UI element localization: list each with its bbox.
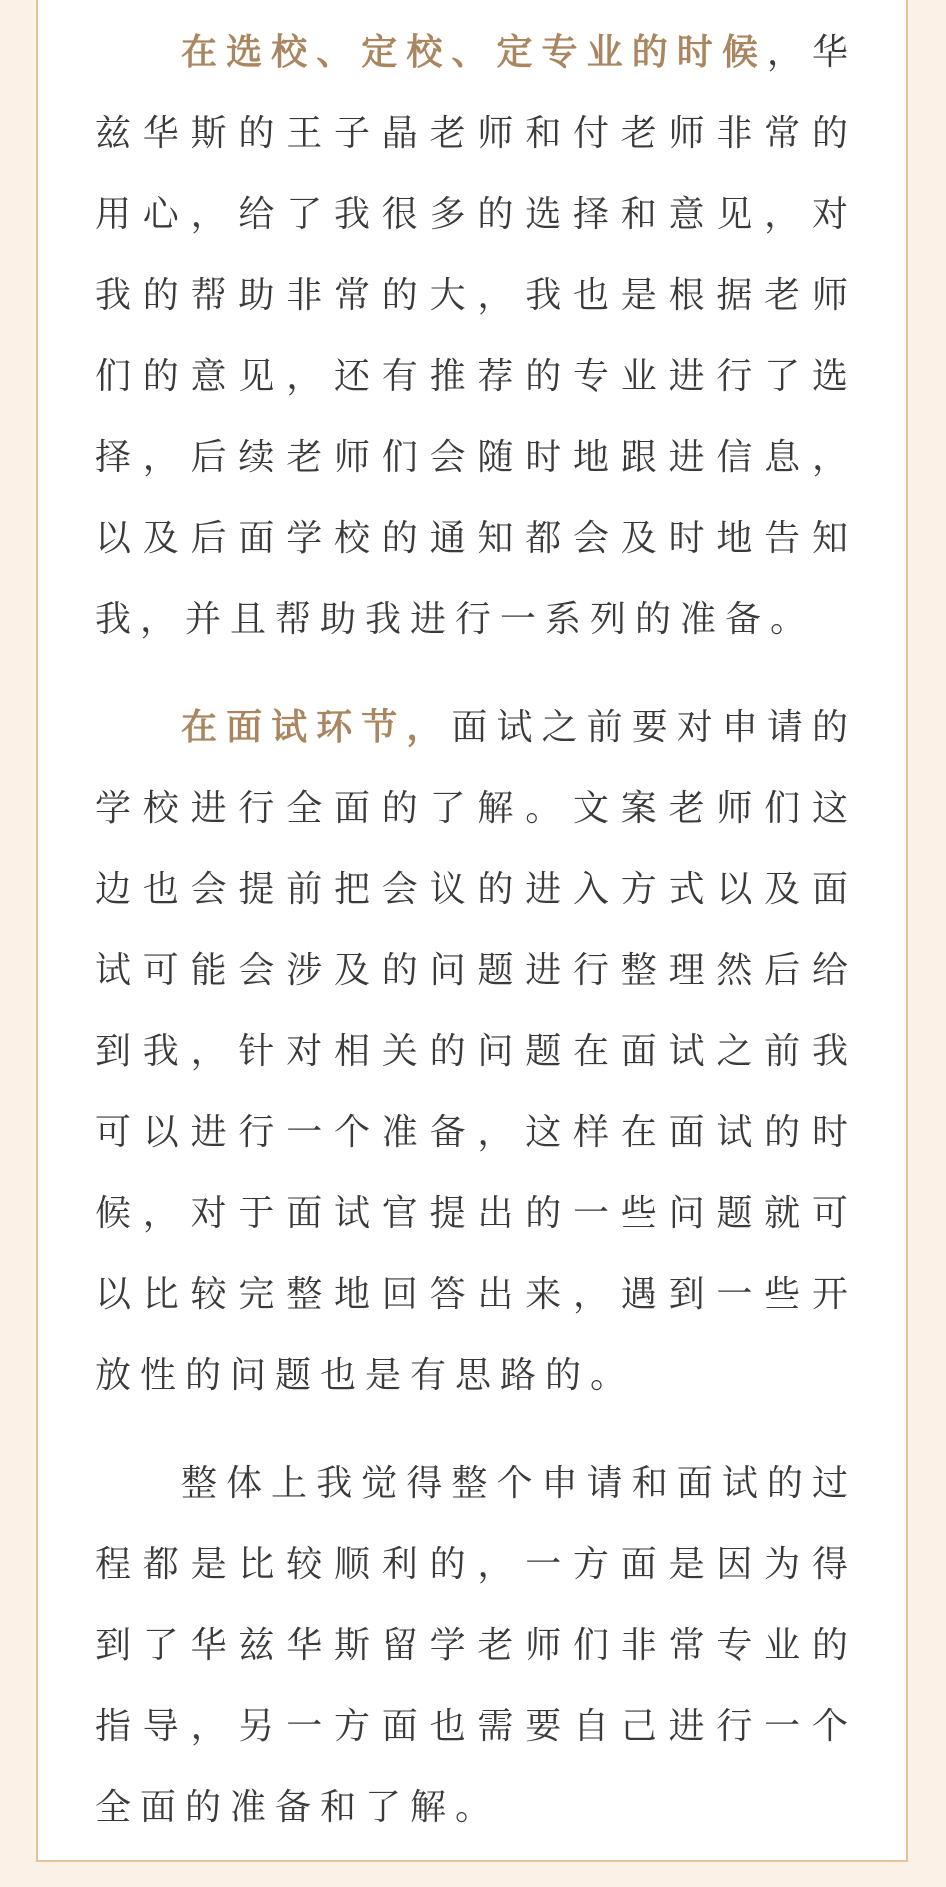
paragraph-summary bbox=[95, 1443, 857, 1848]
paragraph-highlight: 在选校、定校、定专业的时候 bbox=[181, 32, 767, 73]
paragraph-text: 面试之前要对申请的学校进行全面的了解。文案老师们这边也会提前把会议的进入方式以及面试可能会涉及的问题进行整理然后给到我，针对相关的问题在面试之前我可以进行一个准备，这样在面试的时候，对于面试官提出的一些问题就可以比较完整地回答出来，遇到一些开放性的问题也是有思路的。 bbox=[95, 707, 857, 1396]
article-card bbox=[36, 0, 908, 1862]
paragraph-school-selection bbox=[95, 12, 857, 660]
paragraph-interview bbox=[95, 687, 857, 1416]
paragraph-text: ，华兹华斯的王子晶老师和付老师非常的用心，给了我很多的选择和意见，对我的帮助非常的大，我也是根据老师们的意见，还有推荐的专业进行了选择，后续老师们会随时地跟进信息，以及后面学校的通知都会及时地告知我，并且帮助我进行一系列的准备。 bbox=[95, 32, 857, 640]
paragraph-highlight: 在面试环节， bbox=[181, 707, 452, 748]
paragraph-text: 整体上我觉得整个申请和面试的过程都是比较顺利的，一方面是因为得到了华兹华斯留学老师们非常专业的指导，另一方面也需要自己进行一个全面的准备和了解。 bbox=[95, 1463, 857, 1828]
article-body bbox=[95, 12, 857, 1848]
